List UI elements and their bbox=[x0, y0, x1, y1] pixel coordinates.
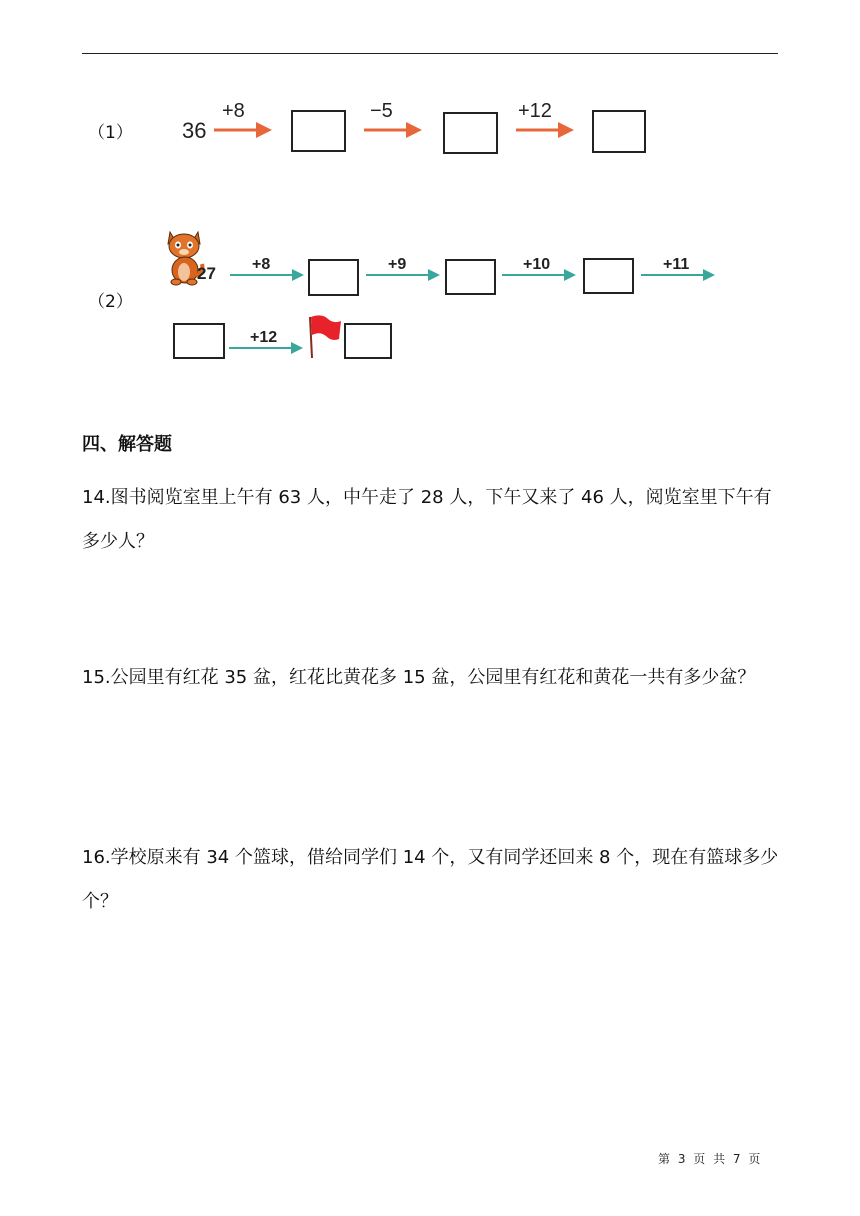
part2-start-number: 27 bbox=[197, 264, 216, 283]
answer-box[interactable] bbox=[583, 258, 634, 294]
part1-label: （1） bbox=[88, 123, 133, 143]
part1-start-number: 36 bbox=[182, 118, 207, 143]
question-15: 15.公园里有红花 35 盆，红花比黄花多 15 盆，公园里有红花和黄花一共有多少盆？ bbox=[82, 667, 756, 688]
answer-box[interactable] bbox=[291, 110, 346, 152]
part2-op-3: +10 bbox=[523, 256, 551, 273]
flag-icon bbox=[304, 313, 342, 359]
part1-op-2: −5 bbox=[370, 100, 393, 122]
part2-op-5: +12 bbox=[250, 329, 278, 346]
part1-op-3: +12 bbox=[518, 100, 552, 122]
answer-box[interactable] bbox=[308, 259, 359, 296]
header-rule bbox=[82, 53, 778, 54]
arrow-right-icon bbox=[212, 120, 274, 140]
answer-box[interactable] bbox=[443, 112, 498, 154]
question-14: 14.图书阅览室里上午有 63 人，中午走了 28 人，下午又来了 46 人，阅览室里下午有多少人？ bbox=[82, 487, 772, 552]
part1-op-1: +8 bbox=[222, 100, 245, 122]
part2-op-2: +9 bbox=[388, 256, 407, 273]
part2-op-4: +11 bbox=[663, 256, 690, 273]
answer-box[interactable] bbox=[344, 323, 392, 359]
arrow-right-icon bbox=[230, 268, 304, 282]
arrow-right-icon bbox=[514, 120, 576, 140]
arrow-right-icon bbox=[229, 341, 303, 355]
arrow-right-icon bbox=[366, 268, 440, 282]
part2-label: （2） bbox=[88, 292, 133, 312]
page-footer: 第 3 页 共 7 页 bbox=[658, 1152, 761, 1166]
arrow-right-icon bbox=[362, 120, 424, 140]
answer-box[interactable] bbox=[445, 259, 496, 295]
arrow-right-icon bbox=[502, 268, 576, 282]
question-16: 16.学校原来有 34 个篮球，借给同学们 14 个，又有同学还回来 8 个，现在有篮球多少个？ bbox=[82, 847, 779, 912]
arrow-right-icon bbox=[641, 268, 715, 282]
answer-box[interactable] bbox=[592, 110, 646, 153]
answer-box[interactable] bbox=[173, 323, 225, 359]
part2-op-1: +8 bbox=[252, 256, 271, 273]
section-heading: 四、解答题 bbox=[82, 434, 172, 455]
